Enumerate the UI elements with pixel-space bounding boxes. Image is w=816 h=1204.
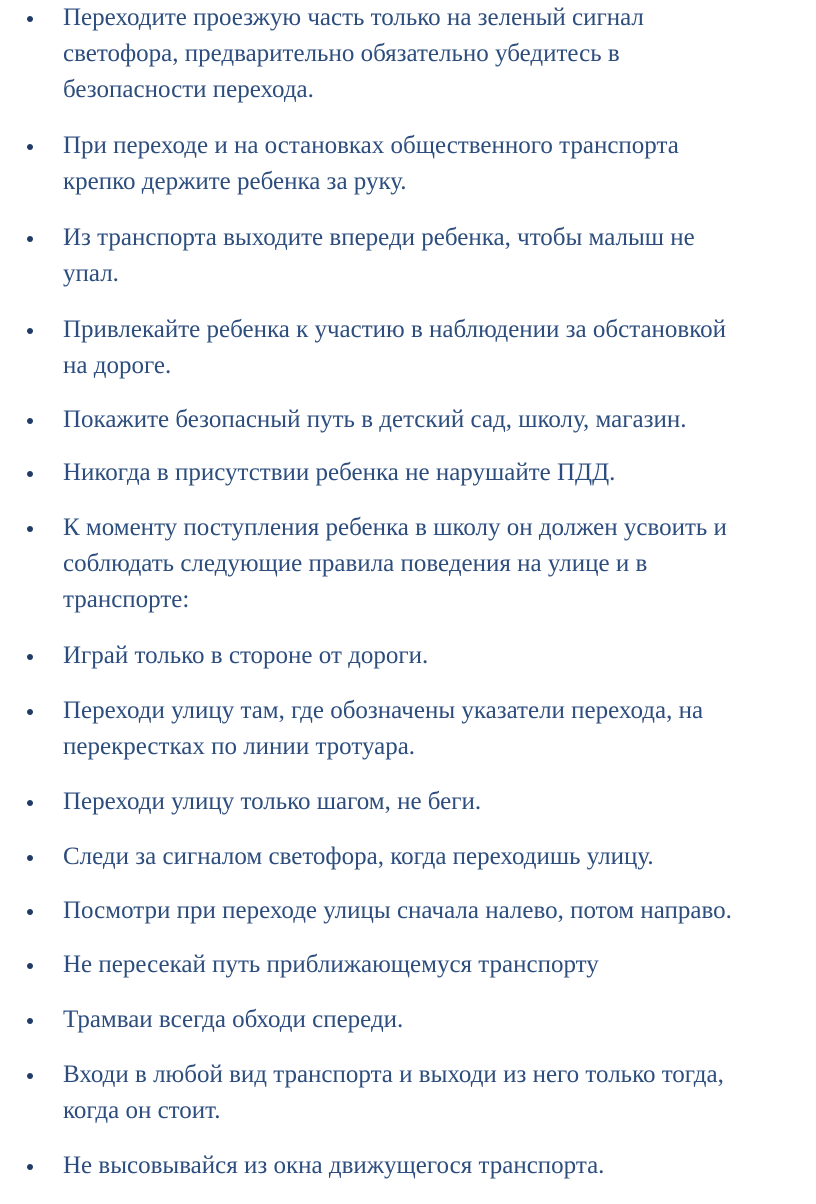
rule-text: Переходи улицу только шагом, не беги. — [63, 788, 482, 815]
bullet-icon — [27, 1018, 33, 1024]
rule-text: Входи в любой вид транспорта и выходи из него только тогда, когда он стоит. — [63, 1061, 724, 1124]
rule-text: Не пересекай путь приближающемуся транспорту — [63, 951, 599, 978]
bullet-icon — [27, 800, 33, 806]
rule-text: Покажите безопасный путь в детский сад, школу, магазин. — [63, 406, 687, 433]
rule-text: Из транспорта выходите впереди ребенка, чтобы малыш не упал. — [63, 224, 695, 287]
bullet-icon — [27, 654, 33, 660]
rule-text: Переходите проезжую часть только на зеленый сигнал светофора, предварительно обязательно убедитесь в безопасности перехода. — [63, 4, 644, 103]
bullet-icon — [27, 526, 33, 532]
rule-text: Никогда в присутствии ребенка не нарушайте ПДД. — [63, 459, 616, 486]
bullet-icon — [27, 471, 33, 477]
bullet-icon — [27, 963, 33, 969]
rule-text: Следи за сигналом светофора, когда переходишь улицу. — [63, 843, 654, 870]
bullet-icon — [27, 855, 33, 861]
bullet-icon — [27, 418, 33, 424]
rule-text: Привлекайте ребенка к участию в наблюдении за обстановкой на дороге. — [63, 316, 726, 379]
rule-text: Не высовывайся из окна движущегося транспорта. — [63, 1152, 605, 1179]
rule-text: Играй только в стороне от дороги. — [63, 642, 429, 669]
bullet-icon — [27, 236, 33, 242]
rule-text: Трамваи всегда обходи спереди. — [63, 1006, 404, 1033]
bullet-icon — [27, 144, 33, 150]
bullet-icon — [27, 16, 33, 22]
bullet-icon — [27, 909, 33, 915]
bullet-icon — [27, 1164, 33, 1170]
bullet-icon — [27, 709, 33, 715]
bullet-icon — [27, 1073, 33, 1079]
rule-text: При переходе и на остановках общественного транспорта крепко держите ребенка за руку. — [63, 132, 679, 195]
rule-text: Посмотри при переходе улицы сначала налево, потом направо. — [63, 897, 732, 924]
rule-text: К моменту поступления ребенка в школу он должен усвоить и соблюдать следующие правила поведения на улице и в транспорте: — [63, 514, 727, 613]
rule-text: Переходи улицу там, где обозначены указатели перехода, на перекрестках по линии тротуара. — [63, 697, 704, 760]
bullet-icon — [27, 328, 33, 334]
